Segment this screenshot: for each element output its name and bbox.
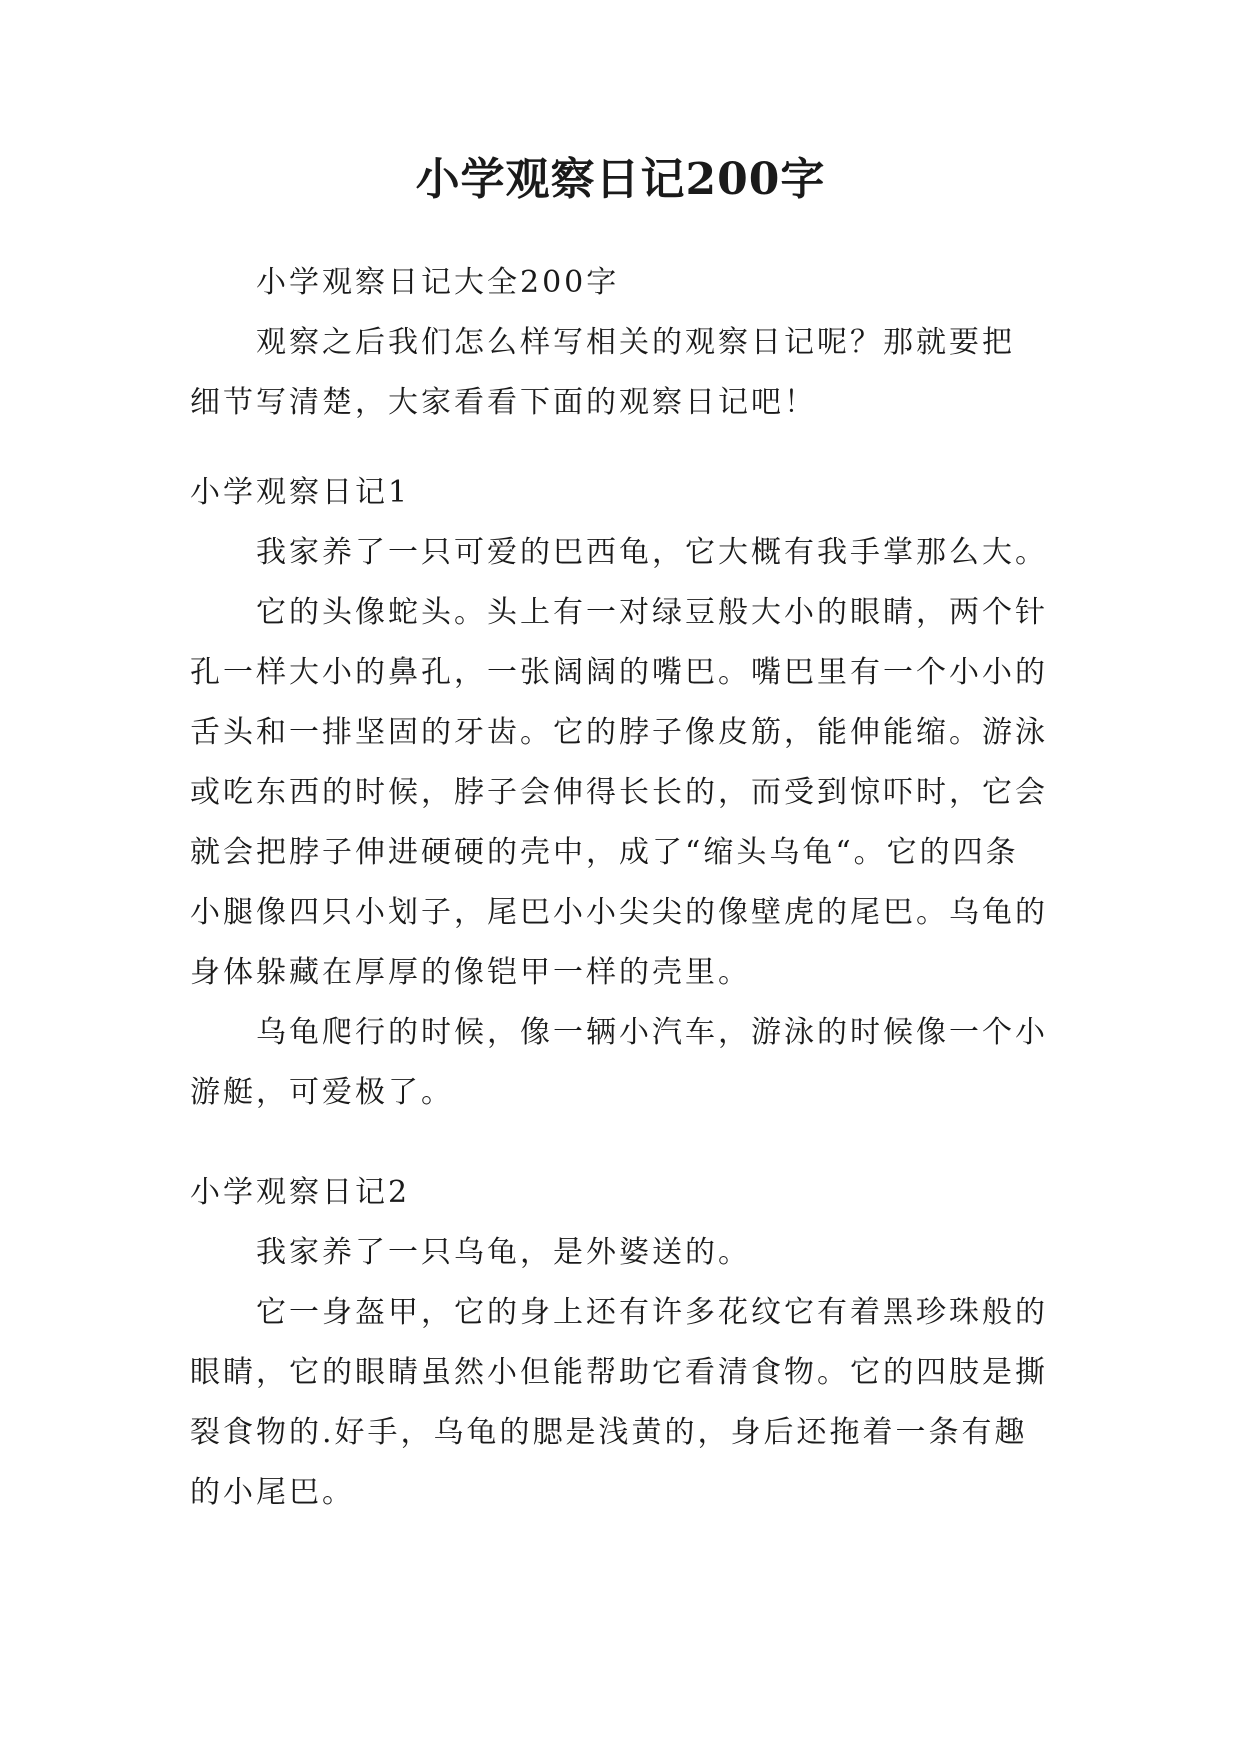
- paragraph-line: 乌龟爬行的时候，像一辆小汽车，游泳的时候像一个小: [256, 1015, 1048, 1050]
- paragraph-line: 舌头和一排坚固的牙齿。它的脖子像皮筋，能伸能缩。游泳: [190, 715, 1048, 750]
- section-heading: 小学观察日记1: [190, 475, 411, 510]
- intro-subtitle: 小学观察日记大全200字: [256, 265, 620, 300]
- paragraph-line: 的小尾巴。: [190, 1475, 355, 1510]
- paragraph-line: 孔一样大小的鼻孔，一张阔阔的嘴巴。嘴巴里有一个小小的: [190, 655, 1048, 690]
- intro-line: 细节写清楚，大家看看下面的观察日记吧！: [190, 385, 817, 420]
- intro-line: 观察之后我们怎么样写相关的观察日记呢？那就要把: [256, 325, 1015, 360]
- paragraph-line: 就会把脖子伸进硬硬的壳中，成了“缩头乌龟“。它的四条: [190, 835, 1019, 870]
- diary-section-2: [190, 1163, 1050, 1523]
- paragraph-line: 游艇，可爱极了。: [190, 1075, 454, 1110]
- paragraph-line: 小腿像四只小划子，尾巴小小尖尖的像壁虎的尾巴。乌龟的: [190, 895, 1048, 930]
- paragraph-line: 或吃东西的时候，脖子会伸得长长的，而受到惊吓时，它会: [190, 775, 1048, 810]
- paragraph-line: 它一身盔甲，它的身上还有许多花纹它有着黑珍珠般的: [256, 1295, 1048, 1330]
- paragraph-line: 眼睛，它的眼睛虽然小但能帮助它看清食物。它的四肢是撕: [190, 1355, 1048, 1390]
- paragraph-line: 它的头像蛇头。头上有一对绿豆般大小的眼睛，两个针: [256, 595, 1048, 630]
- paragraph-line: 身体躲藏在厚厚的像铠甲一样的壳里。: [190, 955, 751, 990]
- intro-section: [190, 253, 1050, 433]
- section-heading: 小学观察日记2: [190, 1175, 411, 1210]
- diary-section-1: [190, 463, 1050, 1123]
- paragraph-line: 裂食物的.好手，乌龟的腮是浅黄的，身后还拖着一条有趣: [190, 1415, 1028, 1450]
- paragraph-line: 我家养了一只可爱的巴西龟，它大概有我手掌那么大。: [256, 535, 1048, 570]
- paragraph-line: 我家养了一只乌龟，是外婆送的。: [256, 1235, 751, 1270]
- document-title: 小学观察日记200字: [415, 154, 826, 205]
